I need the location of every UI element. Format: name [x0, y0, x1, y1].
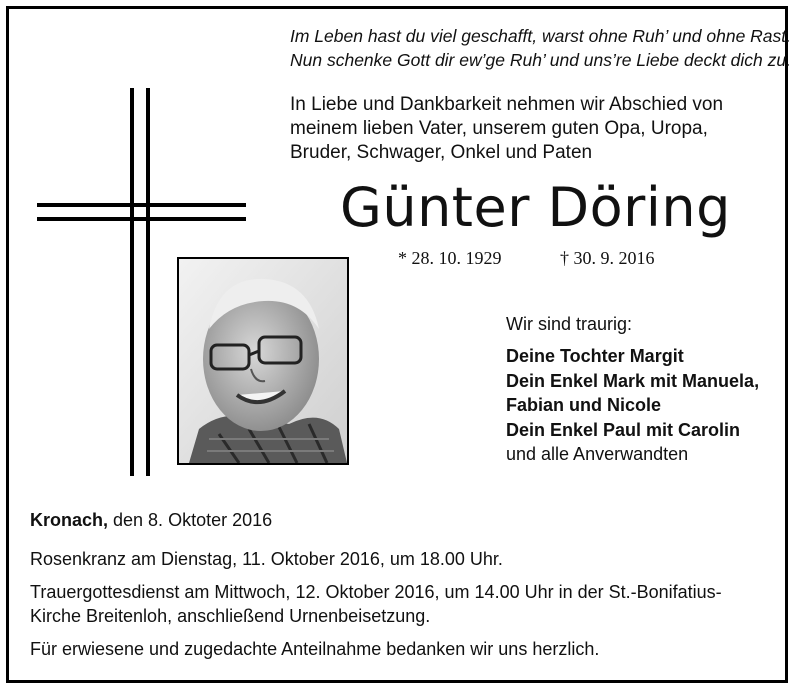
family-member: Dein Enkel Mark mit Manuela, — [506, 370, 760, 391]
place-name: Kronach, — [30, 510, 109, 530]
birth-date: * 28. 10. 1929 — [398, 248, 502, 268]
intro-line: Bruder, Schwager, Onkel und Paten — [290, 142, 593, 163]
family-member: Deine Tochter Margit — [506, 346, 684, 366]
other-relatives: und alle Anverwandten — [506, 444, 689, 465]
intro-line: In Liebe und Dankbarkeit nehmen wir Abschied von — [290, 94, 724, 115]
notice-date: den 8. Oktoter 2016 — [108, 510, 273, 530]
intro-line: meinem lieben Vater, unserem guten Opa, Uropa, — [290, 118, 708, 139]
death-date: † 30. 9. 2016 — [560, 248, 655, 268]
family-member: Dein Enkel Paul mit Carolin — [506, 419, 741, 440]
poem-line: Nun schenke Gott dir ew’ge Ruh’ und uns’re Liebe deckt dich zu. — [290, 50, 791, 70]
family-list — [506, 344, 759, 467]
place-date — [30, 508, 272, 532]
service-line: Trauergottesdienst am Mittwoch, 12. Oktober 2016, um 14.00 Uhr in der St.-Bonifatius- — [30, 582, 722, 602]
service-info — [30, 580, 780, 628]
rosary-info: Rosenkranz am Dienstag, 11. Oktober 2016, um 18.00 Uhr. — [30, 549, 503, 569]
deceased-name: Günter Döring — [340, 176, 731, 239]
thanks-text: Für erwiesene und zugedachte Anteilnahme bedanken wir uns herzlich. — [30, 639, 600, 659]
intro-text — [290, 93, 760, 165]
mourners-heading: Wir sind traurig: — [506, 314, 633, 334]
family-member: Fabian und Nicole — [506, 395, 662, 416]
poem-line: Im Leben hast du viel geschafft, warst ohne Ruh’ und ohne Rast. — [290, 26, 792, 46]
service-line: Kirche Breitenloh, anschließend Urnenbeisetzung. — [30, 606, 431, 626]
portrait-photo — [177, 257, 349, 465]
poem — [290, 24, 792, 72]
